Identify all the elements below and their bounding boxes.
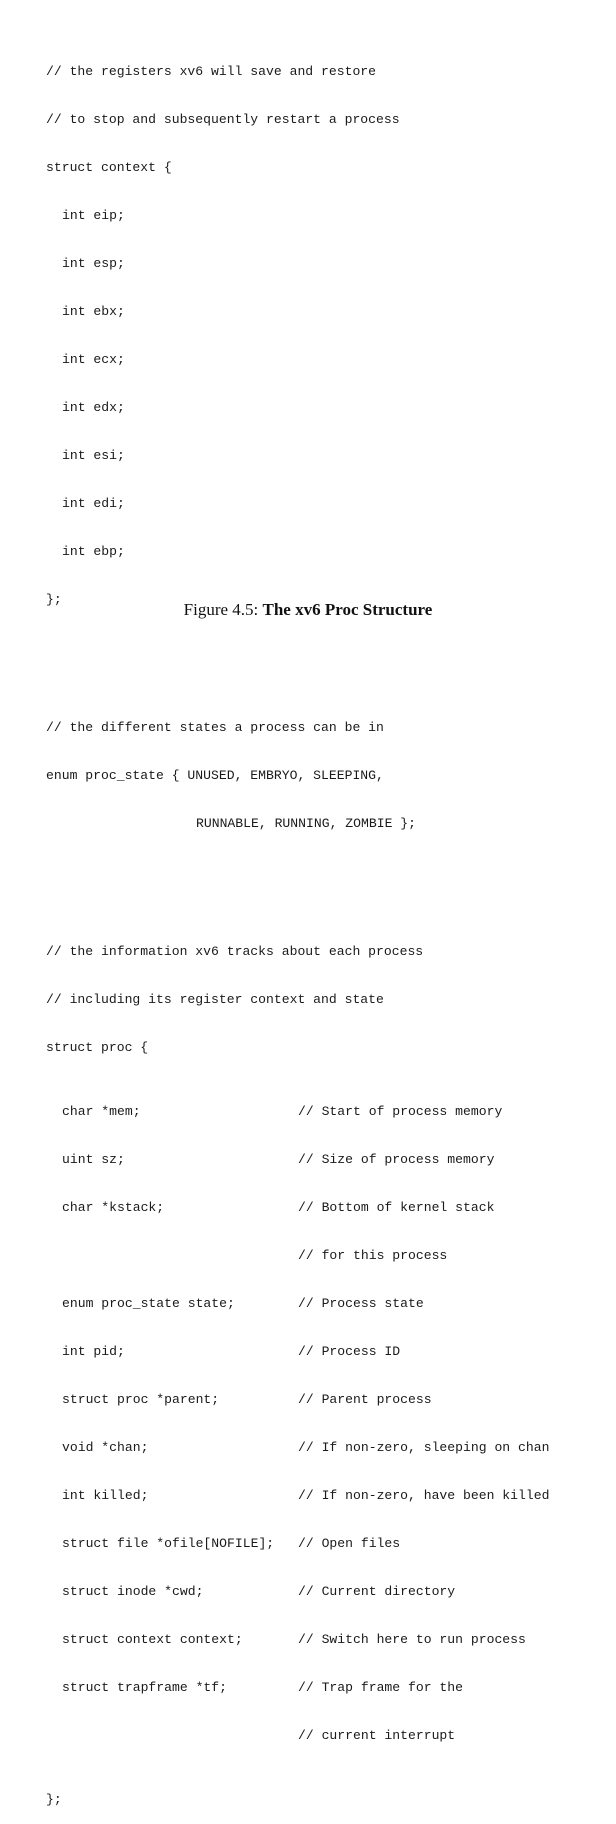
proc-struct-close: }; bbox=[46, 1792, 62, 1807]
proc-field-decl: struct inode *cwd; bbox=[62, 1584, 204, 1599]
context-comment-2: // to stop and subsequently restart a process bbox=[46, 112, 400, 127]
proc-field-row bbox=[46, 1200, 606, 1216]
proc-field-decl: int pid; bbox=[62, 1344, 125, 1359]
proc-field-row bbox=[46, 1632, 606, 1648]
figure-title: The xv6 Proc Structure bbox=[262, 600, 433, 619]
proc-field-comment: // If non-zero, have been killed bbox=[298, 1488, 550, 1503]
proc-comment-1: // the information xv6 tracks about each process bbox=[46, 944, 424, 959]
proc-field-comment: // current interrupt bbox=[298, 1728, 456, 1743]
blank-line bbox=[46, 864, 606, 880]
context-comment-1: // the registers xv6 will save and restore bbox=[46, 64, 377, 79]
context-field-eip: int eip; bbox=[62, 208, 125, 223]
proc-field-row bbox=[46, 1584, 606, 1600]
proc-field-decl: char *mem; bbox=[62, 1104, 141, 1119]
proc-field-comment: // Size of process memory bbox=[298, 1152, 495, 1167]
figure-caption bbox=[0, 600, 616, 620]
context-field-ebx: int ebx; bbox=[62, 304, 125, 319]
state-enum-line-2: RUNNABLE, RUNNING, ZOMBIE }; bbox=[196, 816, 417, 831]
proc-field-comment: // If non-zero, sleeping on chan bbox=[298, 1440, 550, 1455]
proc-field-decl: struct proc *parent; bbox=[62, 1392, 220, 1407]
proc-field-row bbox=[46, 1296, 606, 1312]
blank-line bbox=[46, 640, 606, 656]
context-field-esi: int esi; bbox=[62, 448, 125, 463]
proc-field-comment: // for this process bbox=[298, 1248, 448, 1263]
proc-field-decl: struct context context; bbox=[62, 1632, 243, 1647]
state-comment: // the different states a process can be in bbox=[46, 720, 384, 735]
proc-field-comment: // Bottom of kernel stack bbox=[298, 1200, 495, 1215]
proc-field-decl: struct file *ofile[NOFILE]; bbox=[62, 1536, 275, 1551]
proc-field-comment: // Trap frame for the bbox=[298, 1680, 464, 1695]
proc-field-row bbox=[46, 1488, 606, 1504]
proc-field-decl: struct trapframe *tf; bbox=[62, 1680, 228, 1695]
proc-field-decl: void *chan; bbox=[62, 1440, 149, 1455]
state-enum-line-1: enum proc_state { UNUSED, EMBRYO, SLEEPING, bbox=[46, 768, 384, 783]
proc-field-row bbox=[46, 1392, 606, 1408]
proc-field-comment: // Process ID bbox=[298, 1344, 401, 1359]
context-field-edx: int edx; bbox=[62, 400, 125, 415]
context-field-esp: int esp; bbox=[62, 256, 125, 271]
context-struct-open: struct context { bbox=[46, 160, 172, 175]
context-struct-close: }; bbox=[46, 592, 62, 607]
proc-field-comment: // Switch here to run process bbox=[298, 1632, 526, 1647]
proc-field-decl: int killed; bbox=[62, 1488, 149, 1503]
context-field-ecx: int ecx; bbox=[62, 352, 125, 367]
proc-comment-2: // including its register context and state bbox=[46, 992, 384, 1007]
proc-field-row bbox=[46, 1728, 606, 1744]
context-field-edi: int edi; bbox=[62, 496, 125, 511]
code-listing bbox=[46, 16, 606, 1824]
proc-field-row bbox=[46, 1152, 606, 1168]
proc-field-comment: // Open files bbox=[298, 1536, 401, 1551]
proc-field-row bbox=[46, 1344, 606, 1360]
proc-field-decl: uint sz; bbox=[62, 1152, 125, 1167]
figure-label: Figure 4.5: bbox=[183, 600, 259, 619]
proc-field-comment: // Process state bbox=[298, 1296, 424, 1311]
proc-field-row bbox=[46, 1680, 606, 1696]
proc-field-row bbox=[46, 1536, 606, 1552]
context-field-ebp: int ebp; bbox=[62, 544, 125, 559]
proc-field-comment: // Current directory bbox=[298, 1584, 456, 1599]
proc-struct-open: struct proc { bbox=[46, 1040, 149, 1055]
proc-field-comment: // Start of process memory bbox=[298, 1104, 503, 1119]
proc-field-row bbox=[46, 1440, 606, 1456]
proc-field-comment: // Parent process bbox=[298, 1392, 432, 1407]
proc-field-decl: char *kstack; bbox=[62, 1200, 165, 1215]
proc-field-row bbox=[46, 1104, 606, 1120]
proc-field-row bbox=[46, 1248, 606, 1264]
proc-field-decl: enum proc_state state; bbox=[62, 1296, 235, 1311]
